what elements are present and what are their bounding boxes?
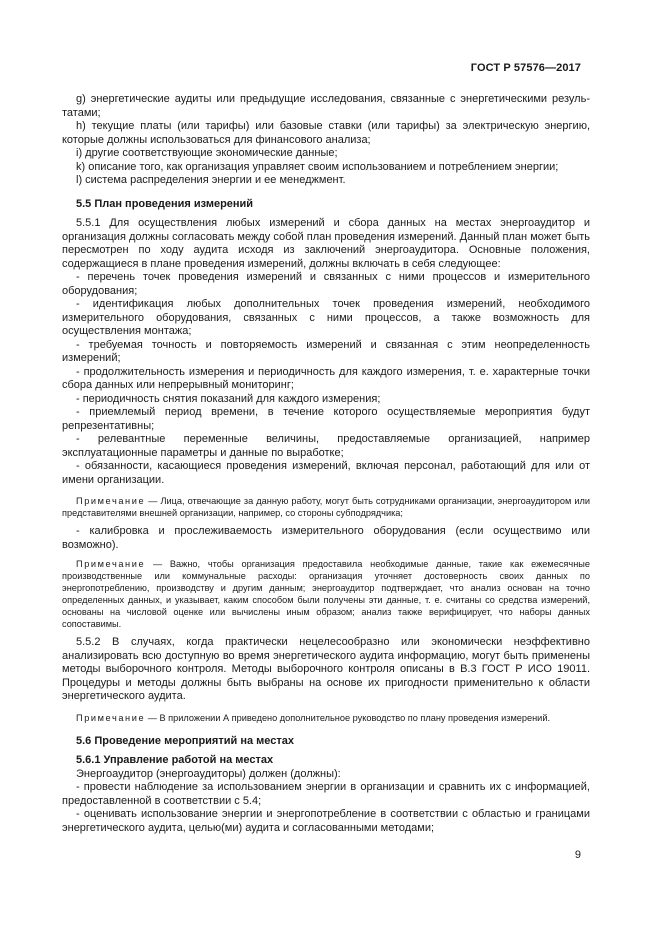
bullet-item: - провести наблюдение за использованием энергии в организации и сравнить их с информацией, предоставленной в соответствии с 5.4; <box>62 781 590 807</box>
section-heading: 5.5 План проведения измерений <box>76 197 254 210</box>
section-heading: 5.6 Проведение мероприятий на местах <box>76 734 294 747</box>
note-label: Примечание <box>76 712 146 723</box>
bullet-item: - периодичность снятия показаний для каждого измерения; <box>76 392 381 405</box>
bullet-item: - релевантные переменные величины, предоставляемые организацией, например эксплуатационные параметры и данные по выработке; <box>62 433 590 459</box>
list-item: h) текущие платы (или тарифы) или базовые ставки (или тарифы) за электрическую энергию, которые должны использоваться для финансового анализа; <box>62 120 590 146</box>
bullet-item: - оценивать использование энергии и энергопотребление в соответствии с областью и границами энергетического аудита, целью(ми) аудита и согласованными методами; <box>62 808 590 834</box>
bullet-item: - калибровка и прослеживаемость измерительного оборудования (если осуществимо или возможно). <box>62 525 590 551</box>
note <box>62 495 590 519</box>
note <box>62 712 590 724</box>
bullet-item: - продолжительность измерения и периодичность для каждого измерения, т. е. характерные точки сбора данных или непрерывный мониторинг; <box>62 365 590 391</box>
note-label: Примечание <box>76 496 146 506</box>
paragraph: 5.5.2 В случаях, когда практически нецелесообразно или экономически неэффективно анализировать всю доступную во время энергетического аудита информацию, могут быть применены методы выборочного контроля. Методы выборочного контроля описаны в В.3 ГОСТ Р ИСО 19011. Процедуры и методы должны быть выбраны на основе их пригодности применительно к области энергетического аудита. <box>62 636 590 702</box>
page-body <box>62 93 590 835</box>
paragraph: Энергоаудитор (энергоаудиторы) должен (должны): <box>76 767 341 780</box>
note-text: — В приложении А приведено дополнительное руководство по плану проведения измерений. <box>147 712 551 723</box>
list-item: g) энергетические аудиты или предыдущие исследования, связанные с энергетическими резуль-татами; <box>62 93 590 119</box>
paragraph: 5.5.1 Для осуществления любых измерений и сбора данных на местах энергоаудитор и организация должны согласовать между собой план проведения измерений. Данный план может быть пересмотрен по ходу аудита исходя из заключений энергоаудитора. Основные положения, содержащиеся в плане проведения измерений, должны включать в себя следующее: <box>62 217 590 270</box>
list-item: i) другие соответствующие экономические данные; <box>76 147 338 159</box>
list-item: l) система распределения энергии и ее менеджмент. <box>76 174 346 186</box>
page-number: 9 <box>574 849 581 861</box>
list-item: k) описание того, как организация управляет своим использованием и потреблением энергии; <box>76 160 559 173</box>
subsection-heading: 5.6.1 Управление работой на местах <box>76 754 274 766</box>
bullet-item: - требуемая точность и повторяемость измерений и связанная с этим неопределенность измерений; <box>62 338 590 364</box>
bullet-item: - идентификация любых дополнительных точек проведения измерений, необходимого измерительного оборудования, связанных с ними процессов, а также возможность для осуществления монтажа; <box>62 298 590 337</box>
note-text: — Лица, отвечающие за данную работу, могут быть сотрудниками организации, энергоаудитором или представителями внешней организации, например, со стороны субподрядчика; <box>62 496 590 518</box>
note-label: Примечание <box>76 559 146 569</box>
note-text: — Важно, чтобы организация предоставила необходимые данные, такие как ежемесячные производственные или коммунальные расходы: организация уточняет достоверность своих данных по энергопотреблению, производству и другим данным; энергоаудитор подтверждает, что анализ основан на точно определенных данных, и указывает, каким способом были получены эти данные, т. е. считаны со средства измерений, основаны на числовой оценке или вычислены иным образом; анализ также верифицирует, что наборы данных сопоставимы. <box>62 559 590 629</box>
document-code: ГОСТ Р 57576—2017 <box>470 62 581 74</box>
bullet-item: - перечень точек проведения измерений и связанных с ними процессов и измерительного оборудования; <box>62 271 590 297</box>
bullet-item: - обязанности, касающиеся проведения измерений, включая персонал, работающий для или от имени организации. <box>62 460 590 486</box>
note <box>62 558 590 630</box>
bullet-item: - приемлемый период времени, в течение которого осуществляемые мероприятия будут репрезентативны; <box>62 406 590 432</box>
